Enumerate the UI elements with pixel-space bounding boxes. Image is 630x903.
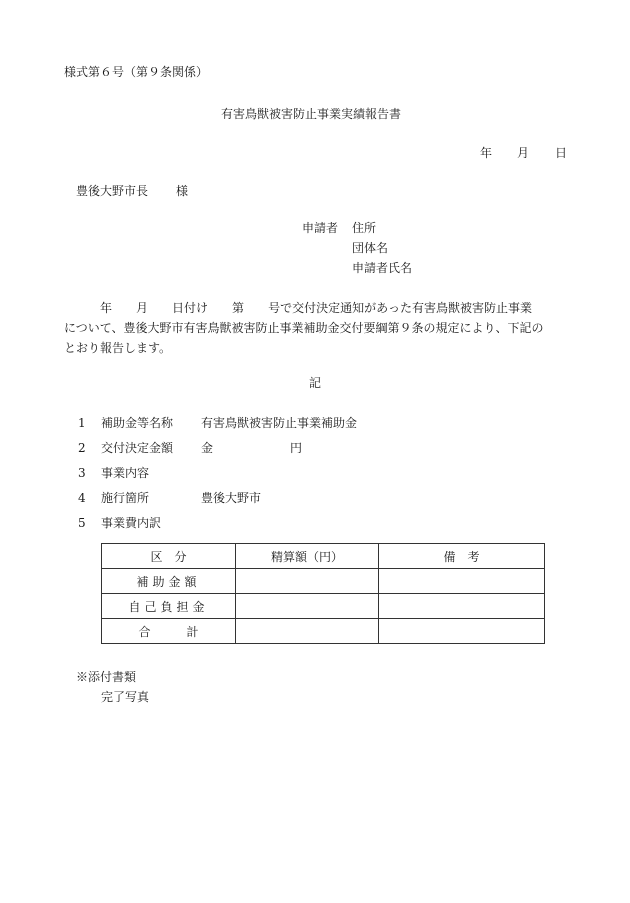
report-body: [64, 298, 569, 358]
table-row: [102, 619, 545, 644]
table-header-row: [102, 544, 545, 569]
remarks-cell: [379, 569, 545, 594]
row-label: 合 計: [102, 619, 236, 644]
body-line-1: [64, 298, 569, 318]
column-header: 備 考: [379, 544, 545, 569]
item-label: 補助金等名称: [101, 416, 174, 430]
form-number: 様式第６号（第９条関係）: [64, 65, 209, 79]
applicant-name: 申請者氏名: [352, 261, 413, 275]
table-row: [102, 569, 545, 594]
item-label: 事業内容: [101, 466, 150, 480]
attachment-item: 完了写真: [101, 690, 150, 704]
item-label: 事業費内訳: [101, 516, 162, 530]
row-label: 補助金額: [102, 569, 236, 594]
column-header: 区 分: [102, 544, 236, 569]
item-unit: 円: [290, 441, 303, 455]
item-label: 交付決定金額: [101, 441, 174, 455]
body-year: 年: [100, 301, 113, 315]
amount-cell: [236, 569, 379, 594]
date-month: 月: [517, 146, 530, 160]
item-value: 豊後大野市: [201, 491, 262, 505]
body-dai: 第: [232, 301, 245, 315]
date-day: 日: [555, 146, 568, 160]
date-year: 年: [480, 146, 493, 160]
remarks-cell: [379, 594, 545, 619]
addressee-name: 豊後大野市長: [76, 184, 149, 198]
remarks-cell: [379, 619, 545, 644]
item-value: 有害鳥獣被害防止事業補助金: [201, 416, 358, 430]
expense-breakdown-table: [101, 543, 545, 644]
item-number: 3: [78, 466, 86, 480]
applicant-label: 申請者: [302, 221, 339, 235]
ki-heading: 記: [309, 376, 322, 390]
document-title: 有害鳥獣被害防止事業実績報告書: [221, 107, 402, 121]
amount-cell: [236, 619, 379, 644]
row-label: 自己負担金: [102, 594, 236, 619]
applicant-group: 団体名: [352, 241, 389, 255]
addressee-honorific: 様: [176, 184, 189, 198]
body-month: 月: [136, 301, 149, 315]
item-label: 施行箇所: [101, 491, 150, 505]
item-number: 1: [78, 416, 86, 430]
body-dated: 日付け: [172, 301, 209, 315]
item-number: 4: [78, 491, 86, 505]
item-number: 2: [78, 441, 86, 455]
applicant-address: 住所: [352, 221, 377, 235]
amount-cell: [236, 594, 379, 619]
body-rest: 号で交付決定通知があった有害鳥獣被害防止事業: [268, 301, 532, 315]
item-value: 金: [201, 441, 214, 455]
table-row: [102, 594, 545, 619]
item-number: 5: [78, 516, 86, 530]
body-line-3: とおり報告します。: [64, 341, 172, 355]
column-header: 精算額（円）: [236, 544, 379, 569]
attachments-heading: ※添付書類: [76, 670, 137, 684]
body-line-2: について、豊後大野市有害鳥獣被害防止事業補助金交付要綱第９条の規定により、下記の: [64, 321, 544, 335]
